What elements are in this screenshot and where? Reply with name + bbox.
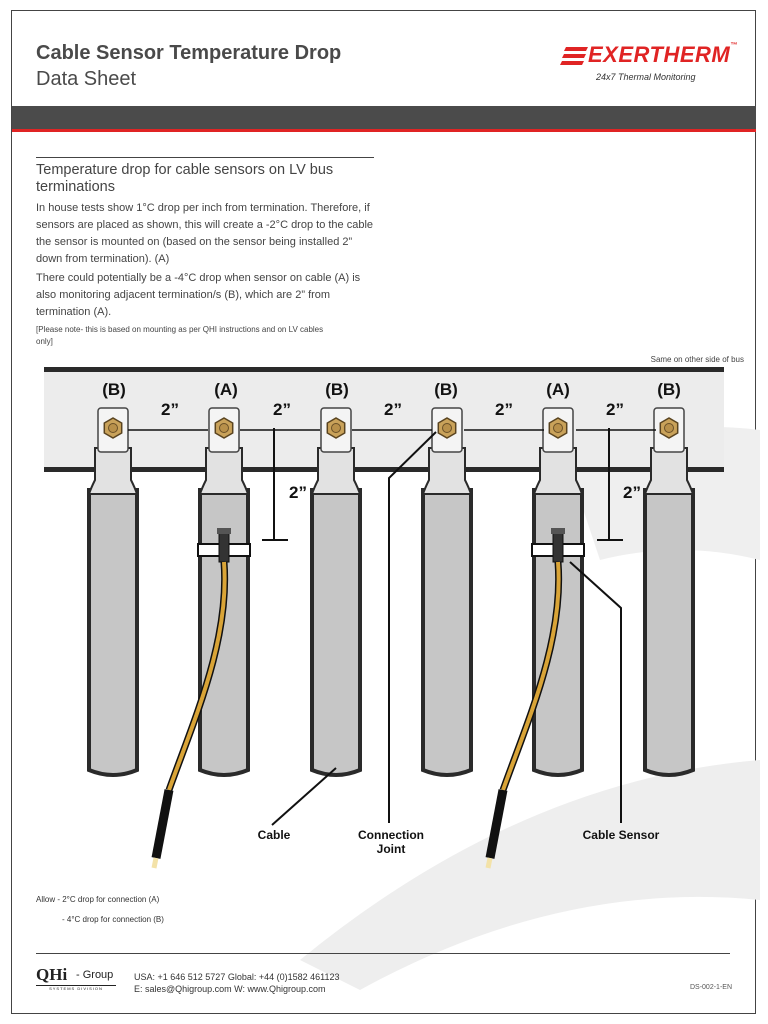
sensor-cap xyxy=(551,528,565,534)
termination-label: (A) xyxy=(546,380,570,399)
cable-callout-line xyxy=(272,768,336,825)
bolt-center-icon xyxy=(220,424,229,433)
same-side-note: Same on other side of bus xyxy=(650,355,744,364)
bolt-center-icon xyxy=(443,424,452,433)
page-subtitle: Data Sheet xyxy=(36,68,137,90)
qhi-group-text: - Group xyxy=(76,969,114,981)
termination-label: (B) xyxy=(325,380,349,399)
logo-tagline: 24x7 Thermal Monitoring xyxy=(596,72,696,82)
vertical-spacing-label: 2” xyxy=(289,483,307,502)
lug-barrel xyxy=(534,448,582,494)
allowance-line-1: Allow - 2°C drop for connection (A) xyxy=(36,895,160,904)
sensor-body xyxy=(219,530,229,562)
spacing-label: 2” xyxy=(606,400,624,419)
lug-barrel xyxy=(200,448,248,494)
cable-callout: Cable xyxy=(257,828,291,842)
sensor-lead-tip xyxy=(154,858,156,868)
bus-bar-top-edge xyxy=(44,367,724,372)
termination-label: (B) xyxy=(657,380,681,399)
bolt-center-icon xyxy=(665,424,674,433)
spacing-label: 2” xyxy=(161,400,179,419)
termination-label: (A) xyxy=(214,380,238,399)
spacing-label: 2” xyxy=(495,400,513,419)
spacing-label: 2” xyxy=(384,400,402,419)
sensor-cap xyxy=(217,528,231,534)
termination-label: (B) xyxy=(434,380,458,399)
sensor-body xyxy=(553,530,563,562)
bolt-center-icon xyxy=(554,424,563,433)
sensor-lead-sheath xyxy=(156,790,169,858)
lug-barrel xyxy=(89,448,137,494)
cable-body xyxy=(645,490,693,775)
document-code: DS-002-1-EN xyxy=(689,984,732,991)
footer-rule xyxy=(36,953,730,954)
lug-barrel xyxy=(312,448,360,494)
qhi-wordmark: QHi xyxy=(36,965,68,984)
connection-joint-callout: Connection Joint xyxy=(358,828,424,856)
lug-barrel xyxy=(423,448,471,494)
cable-body xyxy=(89,490,137,775)
paragraph-1: In house tests show 1°C drop per inch from termination. Therefore, if sensors are placed as shown, this will create a -2°C drop to the cable the sensor is mounted on (based on the sensor being installed 2” down from termination). (A) xyxy=(36,202,374,265)
spacing-label: 2” xyxy=(273,400,291,419)
lug-barrel xyxy=(645,448,693,494)
watermark-swoosh xyxy=(300,760,760,990)
section-heading: Temperature drop for cable sensors on LV bus terminations xyxy=(36,162,334,195)
bolt-center-icon xyxy=(332,424,341,433)
paragraph-2: There could potentially be a -4°C drop when sensor on cable (A) is also monitoring adjacent termination/s (B), which are 2” from termination (A). xyxy=(36,272,361,318)
bolt-center-icon xyxy=(109,424,118,433)
page-title: Cable Sensor Temperature Drop xyxy=(36,42,342,64)
logo-wordmark: EXERTHERM™ xyxy=(588,42,738,67)
qhi-division: SYSTEMS DIVISION xyxy=(36,985,116,991)
sensor-lead-tip xyxy=(488,858,490,868)
cable-body xyxy=(312,490,360,775)
termination-label: (B) xyxy=(102,380,126,399)
contact-web: E: sales@Qhigroup.com W: www.Qhigroup.com xyxy=(134,984,326,994)
cable-sensor-callout: Cable Sensor xyxy=(582,828,660,842)
bus-bar-bottom-edge xyxy=(44,467,724,472)
allowance-line-2: - 4°C drop for connection (B) xyxy=(62,915,164,924)
contact-phone: USA: +1 646 512 5727 Global: +44 (0)1582 461123 xyxy=(134,972,340,982)
qhi-group-logo xyxy=(36,965,120,993)
vertical-spacing-label: 2” xyxy=(623,483,641,502)
mounting-note: [Please note- this is based on mounting as per QHI instructions and on LV cables only] xyxy=(36,325,324,346)
cable-body xyxy=(423,490,471,775)
